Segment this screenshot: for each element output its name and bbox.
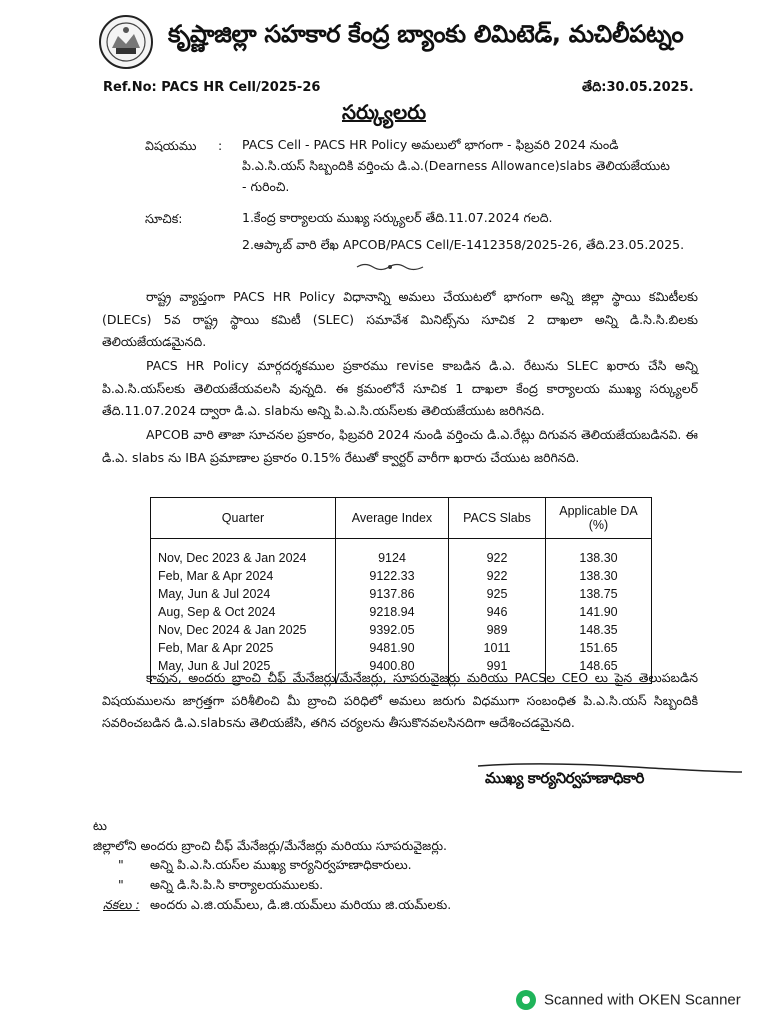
- applicable-da-cell: 138.30: [546, 567, 652, 585]
- to-line-1: జిల్లాలోని అందరు బ్రాంచి చీఫ్ మేనేజర్లు/మేనేజర్లు మరియు సూపరువైజర్లు.: [93, 838, 448, 853]
- paragraph-3-text: APCOB వారి తాజా సూచనల ప్రకారం, ఫిబ్రవరి 2024 నుండి వర్తించు డి.ఎ.రేట్లు దిగువన తెలియజేయబడినవి. ఈ డి.ఎ. slabs ను IBA ప్రమాణాల ప్రకారం 0.15% రేటుతో క్వార్టర్ వారీగా ఖరారు చేయుట జరిగినది.: [102, 427, 698, 465]
- pacs-slab-cell: 925: [449, 585, 546, 603]
- applicable-da-cell: 138.30: [546, 539, 652, 568]
- table-header-row: [151, 498, 652, 539]
- table-row: [151, 585, 652, 603]
- paragraph-2: [102, 355, 698, 423]
- subject-colon: :: [218, 138, 223, 153]
- oken-scanner-logo-icon: [516, 990, 536, 1010]
- quarter-cell: May, Jun & Jul 2025: [158, 659, 271, 673]
- pacs-slab-cell: 922: [449, 539, 546, 568]
- to-line-3: అన్ని డి.సి.పి.సి కార్యాలయములకు.: [150, 877, 324, 892]
- quarter-cell: Feb, Mar & Apr 2024: [158, 569, 274, 583]
- bank-name-heading: కృష్ణాజిల్లా సహకార కేంద్ర బ్యాంకు లిమిటెడ్, మచిలీపట్నం: [168, 20, 684, 48]
- paragraph-4: [102, 667, 698, 735]
- table-row: [151, 603, 652, 621]
- da-slabs-table: [150, 497, 652, 684]
- reference-item-1: 1.కేంద్ర కార్యాలయ ముఖ్య సర్క్యులర్ తేది.11.07.2024 గలది.: [242, 210, 553, 225]
- applicable-da-cell: 138.75: [546, 585, 652, 603]
- quarter-cell: Feb, Mar & Apr 2025: [158, 641, 274, 655]
- applicable-da-cell: 151.65: [546, 639, 652, 657]
- column-header-applicable-da: Applicable DA (%): [546, 498, 652, 539]
- to-line-2: అన్ని పి.ఎ.సి.యస్‌ల ముఖ్య కార్యనిర్వహణాధికారులు.: [150, 857, 412, 872]
- paragraph-3: [102, 424, 698, 469]
- scanner-watermark: [516, 990, 741, 1010]
- pacs-slab-cell: 946: [449, 603, 546, 621]
- subject-line-2: పి.ఎ.సి.యస్ సిబ్బందికి వర్తించు డి.ఎ.(Dearness Allowance)slabs తెలియజేయుట: [242, 158, 670, 173]
- to-label: టు: [93, 818, 107, 833]
- table-row: [151, 539, 652, 568]
- letter-date: తేది:30.05.2025.: [582, 80, 694, 95]
- pacs-slab-cell: 989: [449, 621, 546, 639]
- average-index-cell: 9481.90: [336, 639, 449, 657]
- table-row: [151, 621, 652, 639]
- quarter-cell: Nov, Dec 2024 & Jan 2025: [158, 623, 307, 637]
- subject-line-3: - గురించి.: [242, 179, 290, 194]
- bank-emblem-seal-icon: [98, 14, 154, 70]
- subject-label: విషయము: [145, 138, 197, 153]
- copy-to-label: నకలు :: [103, 897, 140, 912]
- average-index-cell: 9137.86: [336, 585, 449, 603]
- scanner-watermark-text: Scanned with OKEN Scanner: [544, 991, 741, 1009]
- reference-item-2: 2.ఆప్కాబ్ వారి లేఖ APCOB/PACS Cell/E-1412358/2025-26, తేది.23.05.2025.: [242, 237, 685, 252]
- pacs-slab-cell: 1011: [449, 639, 546, 657]
- column-header-average-index: Average Index: [336, 498, 449, 539]
- pacs-slab-cell: 922: [449, 567, 546, 585]
- applicable-da-cell: 141.90: [546, 603, 652, 621]
- table-row: [151, 639, 652, 657]
- average-index-cell: 9218.94: [336, 603, 449, 621]
- average-index-cell: 9392.05: [336, 621, 449, 639]
- circular-title: సర్క్యులరు: [341, 100, 427, 124]
- ditto-mark-1: ": [118, 857, 124, 872]
- paragraph-2-text: PACS HR Policy మార్గదర్శకముల ప్రకారము revise కాబడిన డి.ఎ. రేటును SLEC ఖరారు చేసి అన్ని పి.ఎ.సి.యస్‌లకు తెలియజేయవలసి వున్నది. ఈ క్రమంలోనే సూచిక 1 దాఖలా కేంద్ర కార్యాలయ ముఖ్య సర్క్యులర్ తేది.11.07.2024 ద్వారా డి.ఎ. slabను అన్ని పి.ఎ.సి.యస్‌లకు తెలియజేయుట జరిగినది.: [102, 358, 698, 418]
- ornamental-divider: [355, 262, 425, 272]
- table-row: [151, 567, 652, 585]
- quarter-cell: Aug, Sep & Oct 2024: [158, 605, 276, 619]
- reference-number: Ref.No: PACS HR Cell/2025-26: [103, 80, 321, 95]
- average-index-cell: 9122.33: [336, 567, 449, 585]
- average-index-cell: 9400.80: [336, 657, 449, 684]
- applicable-da-cell: 148.35: [546, 621, 652, 639]
- signatory-designation: ముఖ్య కార్యనిర్వహణాధికారి: [485, 769, 644, 787]
- quarter-cell: May, Jun & Jul 2024: [158, 587, 271, 601]
- subject-line-1: PACS Cell - PACS HR Policy అమలులో భాగంగా - ఫిబ్రవరి 2024 నుండి: [242, 137, 619, 152]
- pacs-slab-cell: 991: [449, 657, 546, 684]
- average-index-cell: 9124: [336, 539, 449, 568]
- paragraph-4-text: కావున, అందరు బ్రాంచి చీఫ్ మేనేజర్లు/మేనేజర్లు, సూపరువైజర్లు మరియు PACSల CEO లు పైన తెలుపబడిన విషయములను జాగ్రత్తగా పరిశీలించి మీ బ్రాంచి పరిధిలో అమలు జరుగు విధముగా సంబంధిత పి.ఎ.సి.యస్ సిబ్బందికి సవరించబడిన డి.ఎ.slabsను తెలియజేసి, తగిన చర్యలను తీసుకొనవలసినదిగా ఆదేశించడమైనది.: [102, 670, 698, 730]
- applicable-da-cell: 148.65: [546, 657, 652, 684]
- reference-label: సూచిక:: [145, 211, 183, 226]
- column-header-pacs-slabs: PACS Slabs: [449, 498, 546, 539]
- quarter-cell: Nov, Dec 2023 & Jan 2024: [158, 551, 307, 565]
- ditto-mark-2: ": [118, 877, 124, 892]
- paragraph-1: [102, 286, 698, 354]
- copy-to-text: అందరు ఎ.జి.యమ్‌లు, డి.జి.యమ్‌లు మరియు జి.యమ్‌లకు.: [150, 897, 452, 912]
- paragraph-1-text: రాష్ట్ర వ్యాప్తంగా PACS HR Policy విధానాన్ని అమలు చేయుటలో భాగంగా అన్ని జిల్లా స్థాయి కమిటీలకు (DLECs) 5వ రాష్ట్ర స్థాయి కమిటీ (SLEC) సమావేశ మినిట్స్‌ను సూచిక 2 దాఖలా అన్ని డి.సి.సి.బిలకు తెలియజేయడమైనది.: [102, 289, 698, 349]
- column-header-quarter: Quarter: [151, 498, 336, 539]
